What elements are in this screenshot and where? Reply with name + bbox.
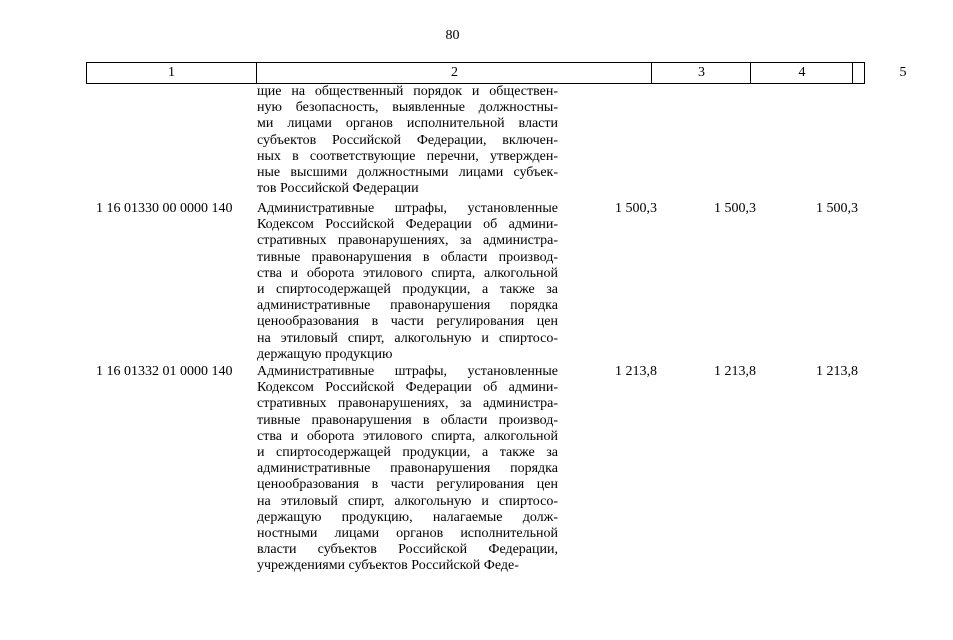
description-line: держащую продукцию, налагаемые долж-: [257, 509, 558, 525]
description-lines: [257, 201, 558, 363]
row-value-col-3: 1 500,3: [615, 201, 657, 216]
description-line: Кодексом Российской Федерации об админи-: [257, 217, 558, 233]
description-line: ную безопасность, выявленные должностны-: [257, 100, 558, 116]
row-value-col-3: 1 213,8: [615, 364, 657, 379]
description-line: ства и оборота этилового спирта, алкогольной: [257, 428, 558, 444]
description-line: и спиртосодержащей продукции, а также за: [257, 281, 558, 297]
header-col-5: 5: [852, 63, 953, 83]
description-line: и спиртосодержащей продукции, а также за: [257, 444, 558, 460]
description-line: тивные правонарушения в области производ-: [257, 249, 558, 265]
description-line: ных в соответствующие перечни, утвержден-: [257, 148, 558, 164]
description-line: учреждениями субъектов Российской Феде-: [257, 558, 519, 574]
description-line: тивные правонарушения в области производ-: [257, 412, 558, 428]
row-description: [257, 364, 558, 574]
header-col-4: 4: [750, 63, 853, 83]
description-line: власти субъектов Российской Федерации,: [257, 542, 558, 558]
row-value-col-4: 1 213,8: [714, 364, 756, 379]
header-col-2: 2: [256, 63, 652, 83]
row-description: [257, 84, 558, 197]
description-line: ства и оборота этилового спирта, алкогольной: [257, 265, 558, 281]
description-line: ностными лицами органов исполнительной: [257, 525, 558, 541]
row-code: 1 16 01332 01 0000 140: [96, 364, 233, 379]
description-line: на этиловый спирт, алкогольную и спиртосо-: [257, 330, 558, 346]
description-line: ные высшими должностными лицами субъек-: [257, 164, 558, 180]
description-line: ценообразования в части регулирования цен: [257, 477, 558, 493]
description-lines: [257, 84, 558, 197]
row-description: [257, 201, 558, 363]
description-line: держащую продукцию: [257, 346, 393, 362]
page-number: 80: [445, 28, 460, 43]
row-value-col-4: 1 500,3: [714, 201, 756, 216]
description-line: стративных правонарушениях, за администра-: [257, 233, 558, 249]
description-line: Кодексом Российской Федерации об админи-: [257, 380, 558, 396]
row-value-col-5: 1 500,3: [816, 201, 858, 216]
header-col-1: 1: [168, 65, 175, 80]
description-line: Административные штрафы, установленные: [257, 364, 558, 379]
description-line: на этиловый спирт, алкогольную и спиртосо-: [257, 493, 558, 509]
description-line: Административные штрафы, установленные: [257, 201, 558, 216]
description-line: щие на общественный порядок и обществен-: [257, 84, 558, 99]
description-line: ценообразования в части регулирования цен: [257, 314, 558, 330]
row-value-col-5: 1 213,8: [816, 364, 858, 379]
description-line: стративных правонарушениях, за администра-: [257, 396, 558, 412]
description-lines: [257, 364, 558, 574]
description-line: ми лицами органов исполнительной власти: [257, 116, 558, 132]
description-line: административные правонарушения порядка: [257, 298, 558, 314]
header-col-3: 3: [651, 63, 751, 83]
description-line: тов Российской Федерации: [257, 181, 419, 197]
description-line: административные правонарушения порядка: [257, 461, 558, 477]
row-code: 1 16 01330 00 0000 140: [96, 201, 233, 216]
table-header-row: [86, 62, 907, 84]
description-line: субъектов Российской Федерации, включен-: [257, 132, 558, 148]
